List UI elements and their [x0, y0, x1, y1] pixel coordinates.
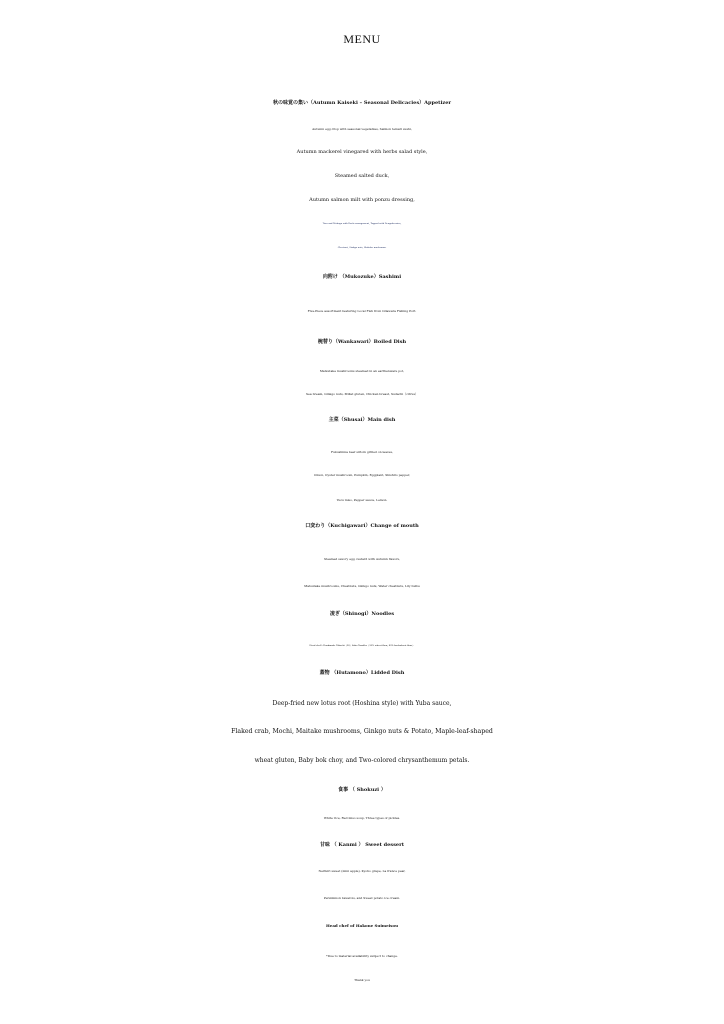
- menu-item-line: wheat gluten, Baby bok choy, and Two-colored chrysanthemum petals.: [254, 757, 470, 764]
- menu-item-line: Deep-fried new lotus root (Hoshina style) with Yuba sauce,: [272, 700, 452, 707]
- menu-item-line: White rice, Red miso soup, Three types of pickles.: [323, 816, 401, 820]
- menu-item-line: Five-Piece assortment featuring Local Fish from Odawara Fishing Port.: [307, 309, 417, 313]
- section-heading-main-dish: 主菜（Shusai）Main dish: [328, 417, 396, 423]
- menu-item-line: Autumn salmon milt with ponzu dressing,: [309, 197, 415, 203]
- head-chef-credit: Head chef of Hakone Suimeisou: [326, 923, 398, 928]
- section-heading-boiled-dish: 椀替り（Wankawari）Boiled Dish: [317, 339, 407, 345]
- menu-item-line: Persimmon bavarois, and Sweet potato ice cream.: [323, 896, 401, 900]
- menu-item-line: Steamed salted duck,: [334, 173, 390, 179]
- section-heading-lidded-dish: 蓋物 （Hutamono）Lidded Dish: [319, 670, 405, 676]
- menu-item-line: Autumn egg drop with seasonal vegetables, Salmon temari sushi,: [312, 127, 412, 131]
- section-heading-appetizer: 秋の味覚の集い（Autumn Kaiseki – Seasonal Delicacies）Appetizer: [272, 100, 452, 106]
- menu-item-line: Steamed savory egg custard with Autumn flavors,: [323, 557, 401, 561]
- menu-item-line: Fukushima beef sirloin grilled on leaves,: [331, 450, 393, 454]
- menu-item-line: Nerikiri sweet (mini apple), Kyoho grape, La france pear,: [318, 869, 406, 873]
- section-heading-dessert: 甘味 （ Kanmi ） Sweet dessert: [319, 842, 405, 848]
- section-heading-change-of-mouth: 口変わり（Kuchigawari）Change of mouth: [305, 523, 419, 529]
- section-heading-sashimi: 向附け （Mukozuke）Sashimi: [322, 274, 402, 280]
- menu-item-line: Chestnut, Ginkgo nuts, Shiitake mushroom.: [337, 246, 387, 249]
- menu-item-line: Matsutake mushrooms steamed in an earthenware pot,: [319, 369, 405, 373]
- menu-item-line: Sea bream, Ginkgo nuts, Millet gluten, Chicken breast, Sudachi（citrus）: [306, 392, 418, 396]
- menu-item-line: Onion, Oyster mushroom, Pumpkin, Eggplant, Shishito pepper,: [314, 473, 410, 477]
- page-title: MENU: [343, 32, 381, 46]
- menu-item-line: Flaked crab, Mochi, Maitake mushrooms, Ginkgo nuts & Potato, Maple-leaf-shaped: [231, 728, 493, 735]
- section-heading-shokuzi: 食事 （ Shokuzi ）: [338, 787, 386, 793]
- section-heading-noodles: 凌ぎ（Shinogi）Noodles: [329, 611, 395, 617]
- availability-notice: *Due to material availability subject to change.: [326, 954, 398, 958]
- thank-you-text: Thank you: [354, 978, 370, 982]
- menu-item-line: Head chef's Handmade Nihachi（28）Soba Noodles（20% wheat flour, 80% buckwheat flour）: [309, 644, 415, 647]
- menu-item-line: Matsutake mushrooms, Chestnuts, Ginkgo nuts, Water chestnuts, Lily bulbs: [304, 584, 420, 588]
- menu-item-line: Autumn mackerel vinegared with herbs salad style,: [296, 149, 428, 155]
- menu-item-line: Taro and Mukago with Rock arrangement, Topped with Dengaku miso,: [322, 222, 402, 225]
- menu-item-line: Yuzu miso, Pepper sauce, Lemon.: [336, 498, 388, 502]
